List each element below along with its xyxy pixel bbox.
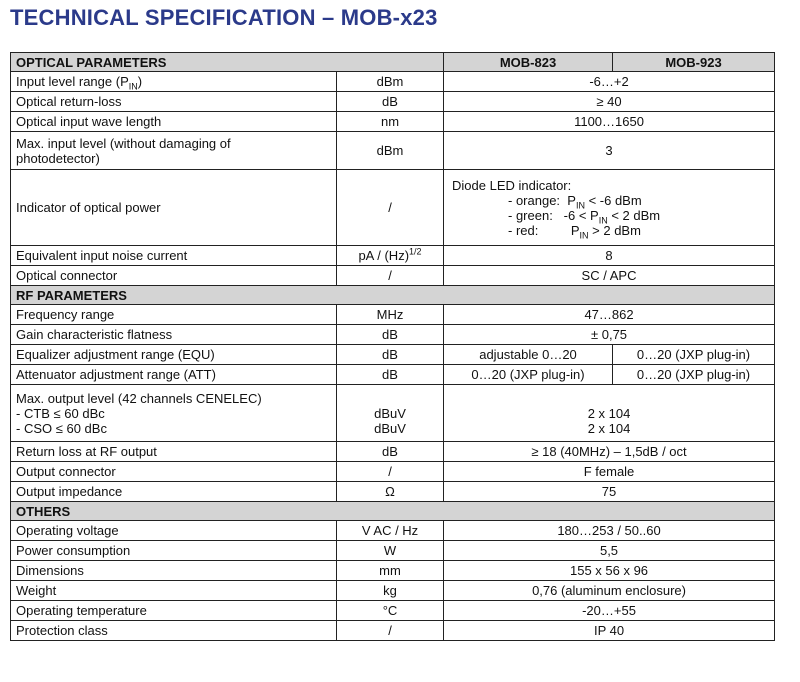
param-value: F female bbox=[444, 462, 775, 482]
table-row bbox=[11, 305, 775, 325]
param-label: Return loss at RF output bbox=[11, 442, 337, 462]
table-row bbox=[11, 541, 775, 561]
param-value: ≥ 40 bbox=[444, 92, 775, 112]
param-unit: V AC / Hz bbox=[337, 521, 444, 541]
param-value-a: 0…20 (JXP plug-in) bbox=[444, 365, 613, 385]
param-value: ≥ 18 (40MHz) – 1,5dB / oct bbox=[444, 442, 775, 462]
param-value: 5,5 bbox=[444, 541, 775, 561]
spec-table bbox=[10, 52, 775, 641]
page-title: TECHNICAL SPECIFICATION – MOB-x23 bbox=[10, 5, 438, 30]
param-value: 75 bbox=[444, 482, 775, 502]
param-unit: / bbox=[337, 621, 444, 641]
param-unit: pA / $(Hz)^{1/2}$ bbox=[337, 246, 444, 266]
param-label: Weight bbox=[11, 581, 337, 601]
param-label: Max. output level (42 channels CENELEC) - CTB ≤ 60 dBc - CSO ≤ 60 dBc bbox=[11, 385, 337, 442]
param-unit: / bbox=[337, 170, 444, 246]
table-row bbox=[11, 132, 775, 170]
param-unit: dBm bbox=[337, 132, 444, 170]
table-row bbox=[11, 365, 775, 385]
table-row bbox=[11, 621, 775, 641]
table-row bbox=[11, 601, 775, 621]
param-label: Optical input wave length bbox=[11, 112, 337, 132]
param-label: Operating temperature bbox=[11, 601, 337, 621]
param-label: Optical connector bbox=[11, 266, 337, 286]
param-unit: kg bbox=[337, 581, 444, 601]
param-value: 3 bbox=[444, 132, 775, 170]
param-value: ± 0,75 bbox=[444, 325, 775, 345]
table-row bbox=[11, 170, 775, 246]
table-row bbox=[11, 581, 775, 601]
table-row bbox=[11, 385, 775, 442]
param-unit: dB bbox=[337, 365, 444, 385]
param-value: 0,76 (aluminum enclosure) bbox=[444, 581, 775, 601]
table-row bbox=[11, 561, 775, 581]
section-header-others bbox=[11, 502, 775, 521]
param-value: 47…862 bbox=[444, 305, 775, 325]
table-row bbox=[11, 345, 775, 365]
param-value: 180…253 / 50..60 bbox=[444, 521, 775, 541]
model-header-b: MOB-923 bbox=[613, 53, 775, 72]
param-value: -20…+55 bbox=[444, 601, 775, 621]
param-value-b: 0…20 (JXP plug-in) bbox=[613, 365, 775, 385]
param-unit: MHz bbox=[337, 305, 444, 325]
table-row bbox=[11, 112, 775, 132]
param-label: Equivalent input noise current bbox=[11, 246, 337, 266]
param-label: Gain characteristic flatness bbox=[11, 325, 337, 345]
param-unit: dBuV dBuV bbox=[337, 385, 444, 442]
param-value-b: 0…20 (JXP plug-in) bbox=[613, 345, 775, 365]
table-row bbox=[11, 92, 775, 112]
param-label: Operating voltage bbox=[11, 521, 337, 541]
table-row bbox=[11, 246, 775, 266]
param-unit: / bbox=[337, 266, 444, 286]
section-title: OTHERS bbox=[11, 502, 775, 521]
param-unit: dB bbox=[337, 442, 444, 462]
param-label: Input level range $(P_{IN})$ bbox=[11, 72, 337, 92]
param-unit: dB bbox=[337, 325, 444, 345]
param-label: Frequency range bbox=[11, 305, 337, 325]
model-header-a: MOB-823 bbox=[444, 53, 613, 72]
param-label: Dimensions bbox=[11, 561, 337, 581]
param-label: Output connector bbox=[11, 462, 337, 482]
param-unit: W bbox=[337, 541, 444, 561]
param-value: 1100…1650 bbox=[444, 112, 775, 132]
param-value: 2 x 104 2 x 104 bbox=[444, 385, 775, 442]
param-unit: dB bbox=[337, 92, 444, 112]
section-title: RF PARAMETERS bbox=[11, 286, 775, 305]
param-value: 155 x 56 x 96 bbox=[444, 561, 775, 581]
table-row bbox=[11, 325, 775, 345]
param-value: 8 bbox=[444, 246, 775, 266]
table-row bbox=[11, 482, 775, 502]
param-label: Power consumption bbox=[11, 541, 337, 561]
table-row bbox=[11, 442, 775, 462]
table-row bbox=[11, 72, 775, 92]
param-unit: °C bbox=[337, 601, 444, 621]
param-value: IP 40 bbox=[444, 621, 775, 641]
param-label: Max. input level (without damaging of photodetector) bbox=[11, 132, 337, 170]
param-unit: Ω bbox=[337, 482, 444, 502]
param-unit: nm bbox=[337, 112, 444, 132]
param-label: Protection class bbox=[11, 621, 337, 641]
param-value: SC / APC bbox=[444, 266, 775, 286]
param-label: Output impedance bbox=[11, 482, 337, 502]
section-header-optical bbox=[11, 53, 775, 72]
param-label: Attenuator adjustment range (ATT) bbox=[11, 365, 337, 385]
param-label: Optical return-loss bbox=[11, 92, 337, 112]
section-header-rf bbox=[11, 286, 775, 305]
param-label: Indicator of optical power bbox=[11, 170, 337, 246]
led-indicator-description: Diode LED indicator: - orange: $P_{IN} < -6$ dBm - green: $-6 < P_{IN} < 2$ dBm - red: $P_{IN} > 2$ dBm bbox=[444, 170, 775, 246]
param-label: Equalizer adjustment range (EQU) bbox=[11, 345, 337, 365]
table-row bbox=[11, 521, 775, 541]
param-unit: dBm bbox=[337, 72, 444, 92]
param-unit: mm bbox=[337, 561, 444, 581]
param-value-a: adjustable 0…20 bbox=[444, 345, 613, 365]
section-title: OPTICAL PARAMETERS bbox=[11, 53, 444, 72]
table-row bbox=[11, 266, 775, 286]
table-row bbox=[11, 462, 775, 482]
param-unit: dB bbox=[337, 345, 444, 365]
param-value: -6…+2 bbox=[444, 72, 775, 92]
param-unit: / bbox=[337, 462, 444, 482]
